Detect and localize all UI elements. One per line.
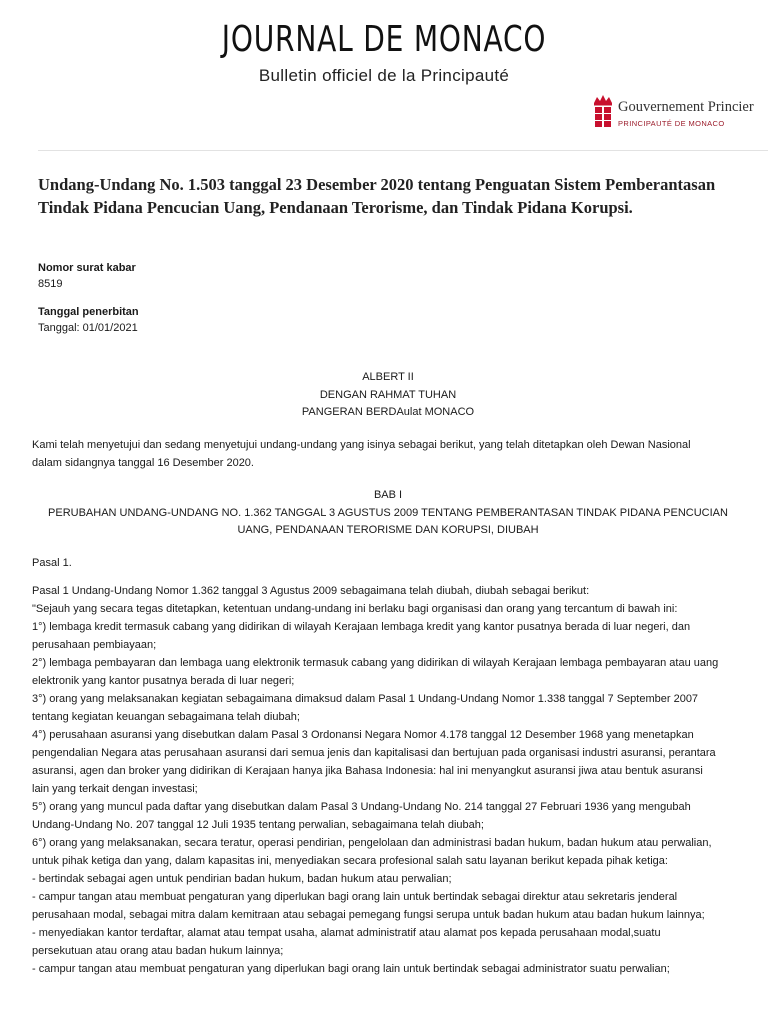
body-line: perusahaan pembiayaan; xyxy=(32,639,157,651)
body-line: 4°) perusahaan asuransi yang disebutkan dalam Pasal 3 Ordonansi Negara Nomor 4.178 tanggal 12 Desember 1968 yang menetapkan xyxy=(32,729,694,741)
meta-newspaper-number xyxy=(38,260,136,292)
heading-line: ALBERT II xyxy=(362,371,414,383)
intro-paragraph xyxy=(32,436,744,472)
body-line: Undang-Undang No. 207 tanggal 12 Juli 1935 tentang perwalian, sebagaimana telah diubah; xyxy=(32,819,484,831)
sovereign-heading xyxy=(38,369,738,422)
meta-value: 8519 xyxy=(38,278,63,290)
body-line: 6°) orang yang melaksanakan, secara teratur, operasi pendirian, pengelolaan dan administrasi badan hukum, badan hukum atau perwalian, xyxy=(32,837,712,849)
body-line: tentang kegiatan keuangan sebagaimana telah diubah; xyxy=(32,711,300,723)
chapter-number: BAB I xyxy=(373,489,403,501)
intro-line: dalam sidangnya tanggal 16 Desember 2020. xyxy=(32,457,254,469)
body-line: - campur tangan atau membuat pengaturan yang diperlukan bagi orang lain untuk bertindak sebagai administrator suatu perwalian; xyxy=(32,963,670,975)
meta-label: Nomor surat kabar xyxy=(38,262,136,274)
government-subtitle: PRINCIPAUTÉ DE MONACO xyxy=(618,119,725,128)
chapter-title-line: UANG, PENDANAAN TERORISME DAN KORUPSI, DIUBAH xyxy=(237,524,539,536)
chapter-heading xyxy=(38,487,738,540)
masthead-block xyxy=(0,18,768,86)
body-line: "Sejauh yang secara tegas ditetapkan, ketentuan undang-undang ini berlaku bagi organisasi dan orang yang tercantum di bawah ini: xyxy=(32,603,678,615)
body-line: 1°) lembaga kredit termasuk cabang yang didirikan di wilayah Kerajaan lembaga kredit yang kantor pusatnya berada di luar negeri, dan xyxy=(32,621,691,633)
body-line: 3°) orang yang melaksanakan kegiatan sebagaimana dimaksud dalam Pasal 1 Undang-Undang Nomor 1.338 tanggal 7 September 2007 xyxy=(32,693,699,705)
heading-line: PANGERAN BERDAulat MONACO xyxy=(301,406,475,418)
body-line: elektronik yang kantor pusatnya berada di luar negeri; xyxy=(32,675,295,687)
body-line: pengendalian Negara atas perusahaan asuransi dari semua jenis dan kapitalisasi dan bertujuan pada organisasi industri asuransi, perantara xyxy=(32,747,716,759)
article-body xyxy=(32,582,744,978)
government-logo[interactable] xyxy=(592,94,768,134)
journal-title: JOURNAL DE MONACO xyxy=(221,19,547,60)
header-divider xyxy=(38,150,768,151)
body-line: lain yang terkait dengan investasi; xyxy=(32,783,198,795)
meta-label: Tanggal penerbitan xyxy=(38,306,139,318)
body-line: - campur tangan atau membuat pengaturan yang diperlukan bagi orang lain untuk bertindak sebagai direktur atau sekretaris jenderal xyxy=(32,891,678,903)
journal-subtitle: Bulletin officiel de la Principauté xyxy=(258,66,510,85)
article-heading: Pasal 1. xyxy=(32,557,72,569)
body-line: Pasal 1 Undang-Undang Nomor 1.362 tanggal 3 Agustus 2009 sebagaimana telah diubah, diubah sebagai berikut: xyxy=(32,585,590,597)
body-line: 5°) orang yang muncul pada daftar yang disebutkan dalam Pasal 3 Undang-Undang No. 214 tanggal 27 Februari 1936 yang mengubah xyxy=(32,801,691,813)
heading-line: DENGAN RAHMAT TUHAN xyxy=(319,388,457,401)
government-name: Gouvernement Princier xyxy=(618,99,754,115)
body-line: perusahaan modal, sebagai mitra dalam kemitraan atau sebagai pemegang fungsi serupa untuk badan hukum atau badan hukum lainnya; xyxy=(32,909,705,921)
meta-value: Tanggal: 01/01/2021 xyxy=(38,322,138,334)
body-line: - menyediakan kantor terdaftar, alamat atau tempat usaha, alamat administratif atau alamat pos kepada perusahaan modal,suatu xyxy=(32,927,661,939)
intro-line: Kami telah menyetujui dan sedang menyetujui undang-undang yang isinya sebagai berikut, yang telah ditetapkan oleh Dewan Nasional xyxy=(32,439,691,451)
body-line: - bertindak sebagai agen untuk pendirian badan hukum, badan hukum atau perwalian; xyxy=(32,873,452,885)
meta-publication-date xyxy=(38,304,139,336)
body-line: asuransi, agen dan broker yang didirikan di Kerajaan hanya jika Bahasa Indonesia: hal ini menyangkut asuransi jiwa atau bentuk asuransi xyxy=(32,765,703,777)
body-line: 2°) lembaga pembayaran dan lembaga uang elektronik termasuk cabang yang didirikan di wilayah Kerajaan lembaga pembayaran atau uang xyxy=(32,657,719,669)
body-line: persekutuan atau orang atau badan hukum lainnya; xyxy=(32,945,284,957)
body-line: untuk pihak ketiga dan yang, dalam kapasitas ini, menyediakan secara profesional salah satu layanan berikut kepada pihak ketiga: xyxy=(32,855,668,867)
monaco-crest-icon xyxy=(592,94,614,130)
chapter-title-line: PERUBAHAN UNDANG-UNDANG NO. 1.362 TANGGAL 3 AGUSTUS 2009 TENTANG PEMBERANTASAN TINDAK PIDANA PENCUCIAN xyxy=(48,506,728,519)
document-title: Undang-Undang No. 1.503 tanggal 23 Desember 2020 tentang Penguatan Sistem Pemberantasan Tindak Pidana Pencucian Uang, Pendanaan Terorisme, dan Tindak Pidana Korupsi. xyxy=(38,175,716,218)
